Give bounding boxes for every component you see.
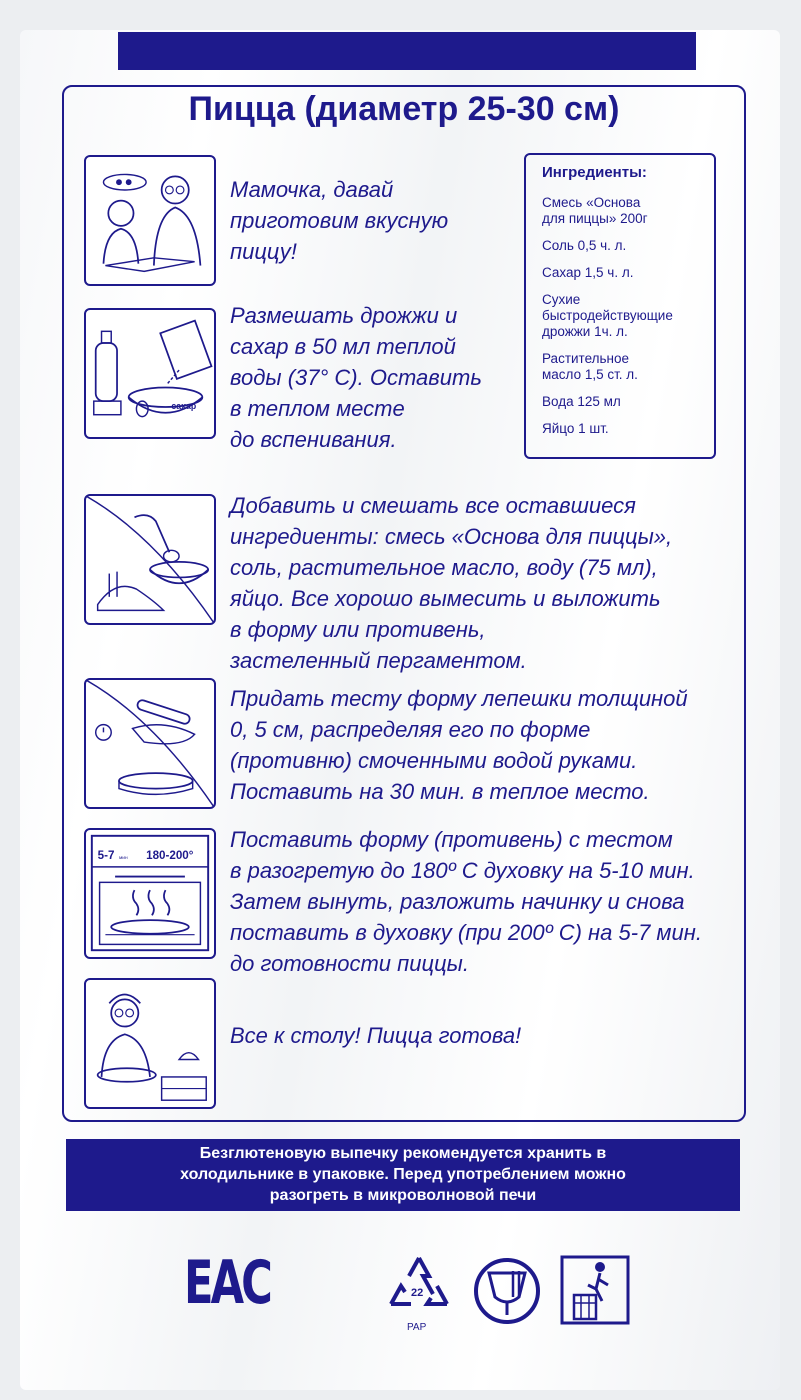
ingredient-item: Сахар 1,5 ч. л. [542, 265, 634, 280]
recycle-number: 22 [411, 1287, 424, 1299]
mother-daughter-icon [86, 157, 214, 284]
bottle-bowl-icon [86, 310, 214, 437]
step-1-text: Мамочка, давай приготовим вкусную пиццу! [230, 177, 449, 264]
food-safe-icon [473, 1257, 541, 1325]
step-5-illustration [84, 828, 216, 959]
step-1-illustration [84, 155, 216, 286]
tidyman-disposal-icon [560, 1255, 630, 1325]
ingredient-item: Соль 0,5 ч. л. [542, 238, 627, 253]
recycle-icon [383, 1252, 455, 1334]
step-3-illustration [84, 494, 216, 625]
ingredients-title: Ингредиенты: [542, 164, 647, 181]
ingredient-item: Смесь «Основа для пиццы» 200г [542, 195, 648, 226]
oven-temperature-label: 180-200° [146, 849, 194, 863]
recipe-title: Пицца (диаметр 25-30 см) [188, 90, 620, 128]
step-6-text: Все к столу! Пицца готова! [230, 1023, 522, 1048]
oven-icon [86, 830, 214, 957]
ingredient-item: Вода 125 мл [542, 394, 621, 409]
oven-time-unit: мин [118, 856, 128, 862]
step-6-illustration [84, 978, 216, 1109]
step-4-illustration [84, 678, 216, 809]
woman-serving-pizza-icon [86, 980, 214, 1107]
ingredients-box [524, 153, 716, 459]
eac-mark: ЕАС [184, 1248, 271, 1318]
step-5-text: Поставить форму (противень) с тестом в разогретую до 180º С духовку на 5-10 мин. Затем вынуть, разложить начинку и снова поставить в духовку (при 200º С) на 5-7 мин. до готовности пиццы. [230, 827, 702, 976]
oven-time-label: 5-7 [97, 849, 115, 863]
step-2-text: Размешать дрожжи и сахар в 50 мл теплой воды (37° С). Оставить в теплом месте до вспенивания. [230, 303, 482, 452]
step-2-illustration [84, 308, 216, 439]
step-4-text: Придать тесту форму лепешки толщиной 0, 5 см, распределяя его по форме (противню) смоченными водой руками. Поставить на 30 мин. в теплое место. [230, 686, 688, 804]
sugar-label: сахар [171, 400, 197, 411]
mixing-bowl-icon [86, 496, 214, 623]
ingredient-item: Яйцо 1 шт. [542, 421, 609, 436]
rolling-pin-icon [86, 680, 214, 807]
recycle-code: PAP [407, 1322, 427, 1333]
ingredient-item: Растительное масло 1,5 ст. л. [542, 351, 638, 382]
storage-notice: Безглютеновую выпечку рекомендуется хранить в холодильнике в упаковке. Перед употреблением можно разогреть в микроволновой печи [66, 1139, 740, 1211]
ingredient-item: Сухие быстродействующие дрожжи 1ч. л. [542, 292, 673, 339]
step-3-text: Добавить и смешать все оставшиеся ингредиенты: смесь «Основа для пиццы», соль, растительное масло, воду (75 мл), яйцо. Все хорошо вымесить и выложить в форму или противень, застеленный пергаментом. [230, 493, 673, 673]
top-color-bar [118, 32, 696, 70]
